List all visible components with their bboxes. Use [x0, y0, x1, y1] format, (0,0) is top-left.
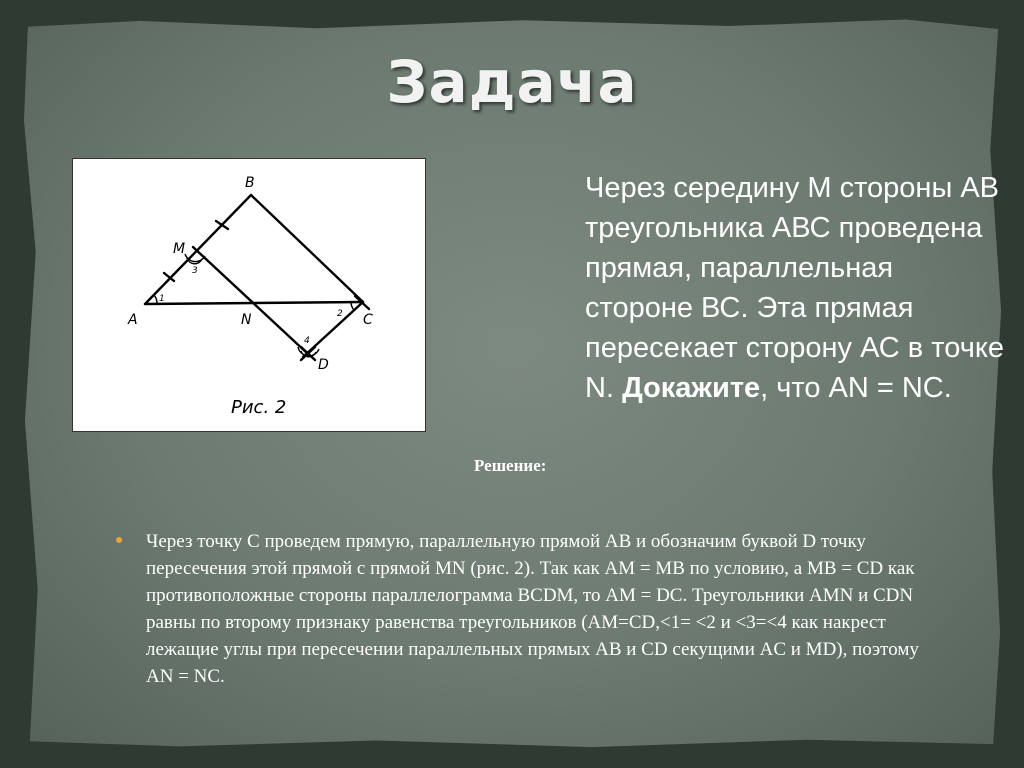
figure-caption: Рис. 2	[231, 397, 287, 418]
task-text-start: Через середину М стороны АВ треугольника АВС проведена прямая, параллельная стороне ВС. Эта прямая пересекает сторону АС в точке N.	[585, 172, 1004, 404]
task-text-end: , что AN = NC.	[760, 372, 952, 404]
label-angle-1: 1	[159, 294, 165, 304]
angle-arc-1	[154, 295, 157, 304]
geometry-figure	[72, 158, 426, 432]
segment-bc	[251, 195, 363, 302]
solution-text: Через точку С проведем прямую, параллельную прямой АВ и обозначим буквой D точку пересечения этой прямой с прямой MN (рис. 2). Так как AM = MB по условию, а MB = CD как противоположные стороны параллелограмма BCDM, то AM = DC. Треугольники AMN и CDN равны по второму признаку равенства треугольников (AM=CD,<1= <2 и <3=<4 как накрест лежащие углы при пересечении параллельных прямых AB и CD секущими AC и MD), поэтому AN = NC.	[146, 531, 919, 687]
bullet-icon: ●	[115, 533, 124, 548]
label-angle-3: 3	[192, 266, 198, 276]
task-text	[585, 168, 1005, 408]
task-emphasis: Докажите	[622, 372, 761, 404]
label-point-m: M	[173, 241, 186, 257]
segment-md	[193, 247, 308, 354]
label-point-a: A	[128, 312, 138, 328]
label-point-d: D	[318, 357, 329, 373]
figure-drawing	[73, 159, 425, 431]
label-point-b: B	[245, 175, 255, 191]
label-point-n: N	[241, 312, 252, 328]
solution-label: Решение:	[474, 456, 547, 475]
slide-title: Задача	[386, 48, 638, 116]
label-angle-4: 4	[304, 336, 310, 346]
label-point-c: C	[363, 312, 373, 328]
label-angle-2: 2	[337, 309, 343, 319]
